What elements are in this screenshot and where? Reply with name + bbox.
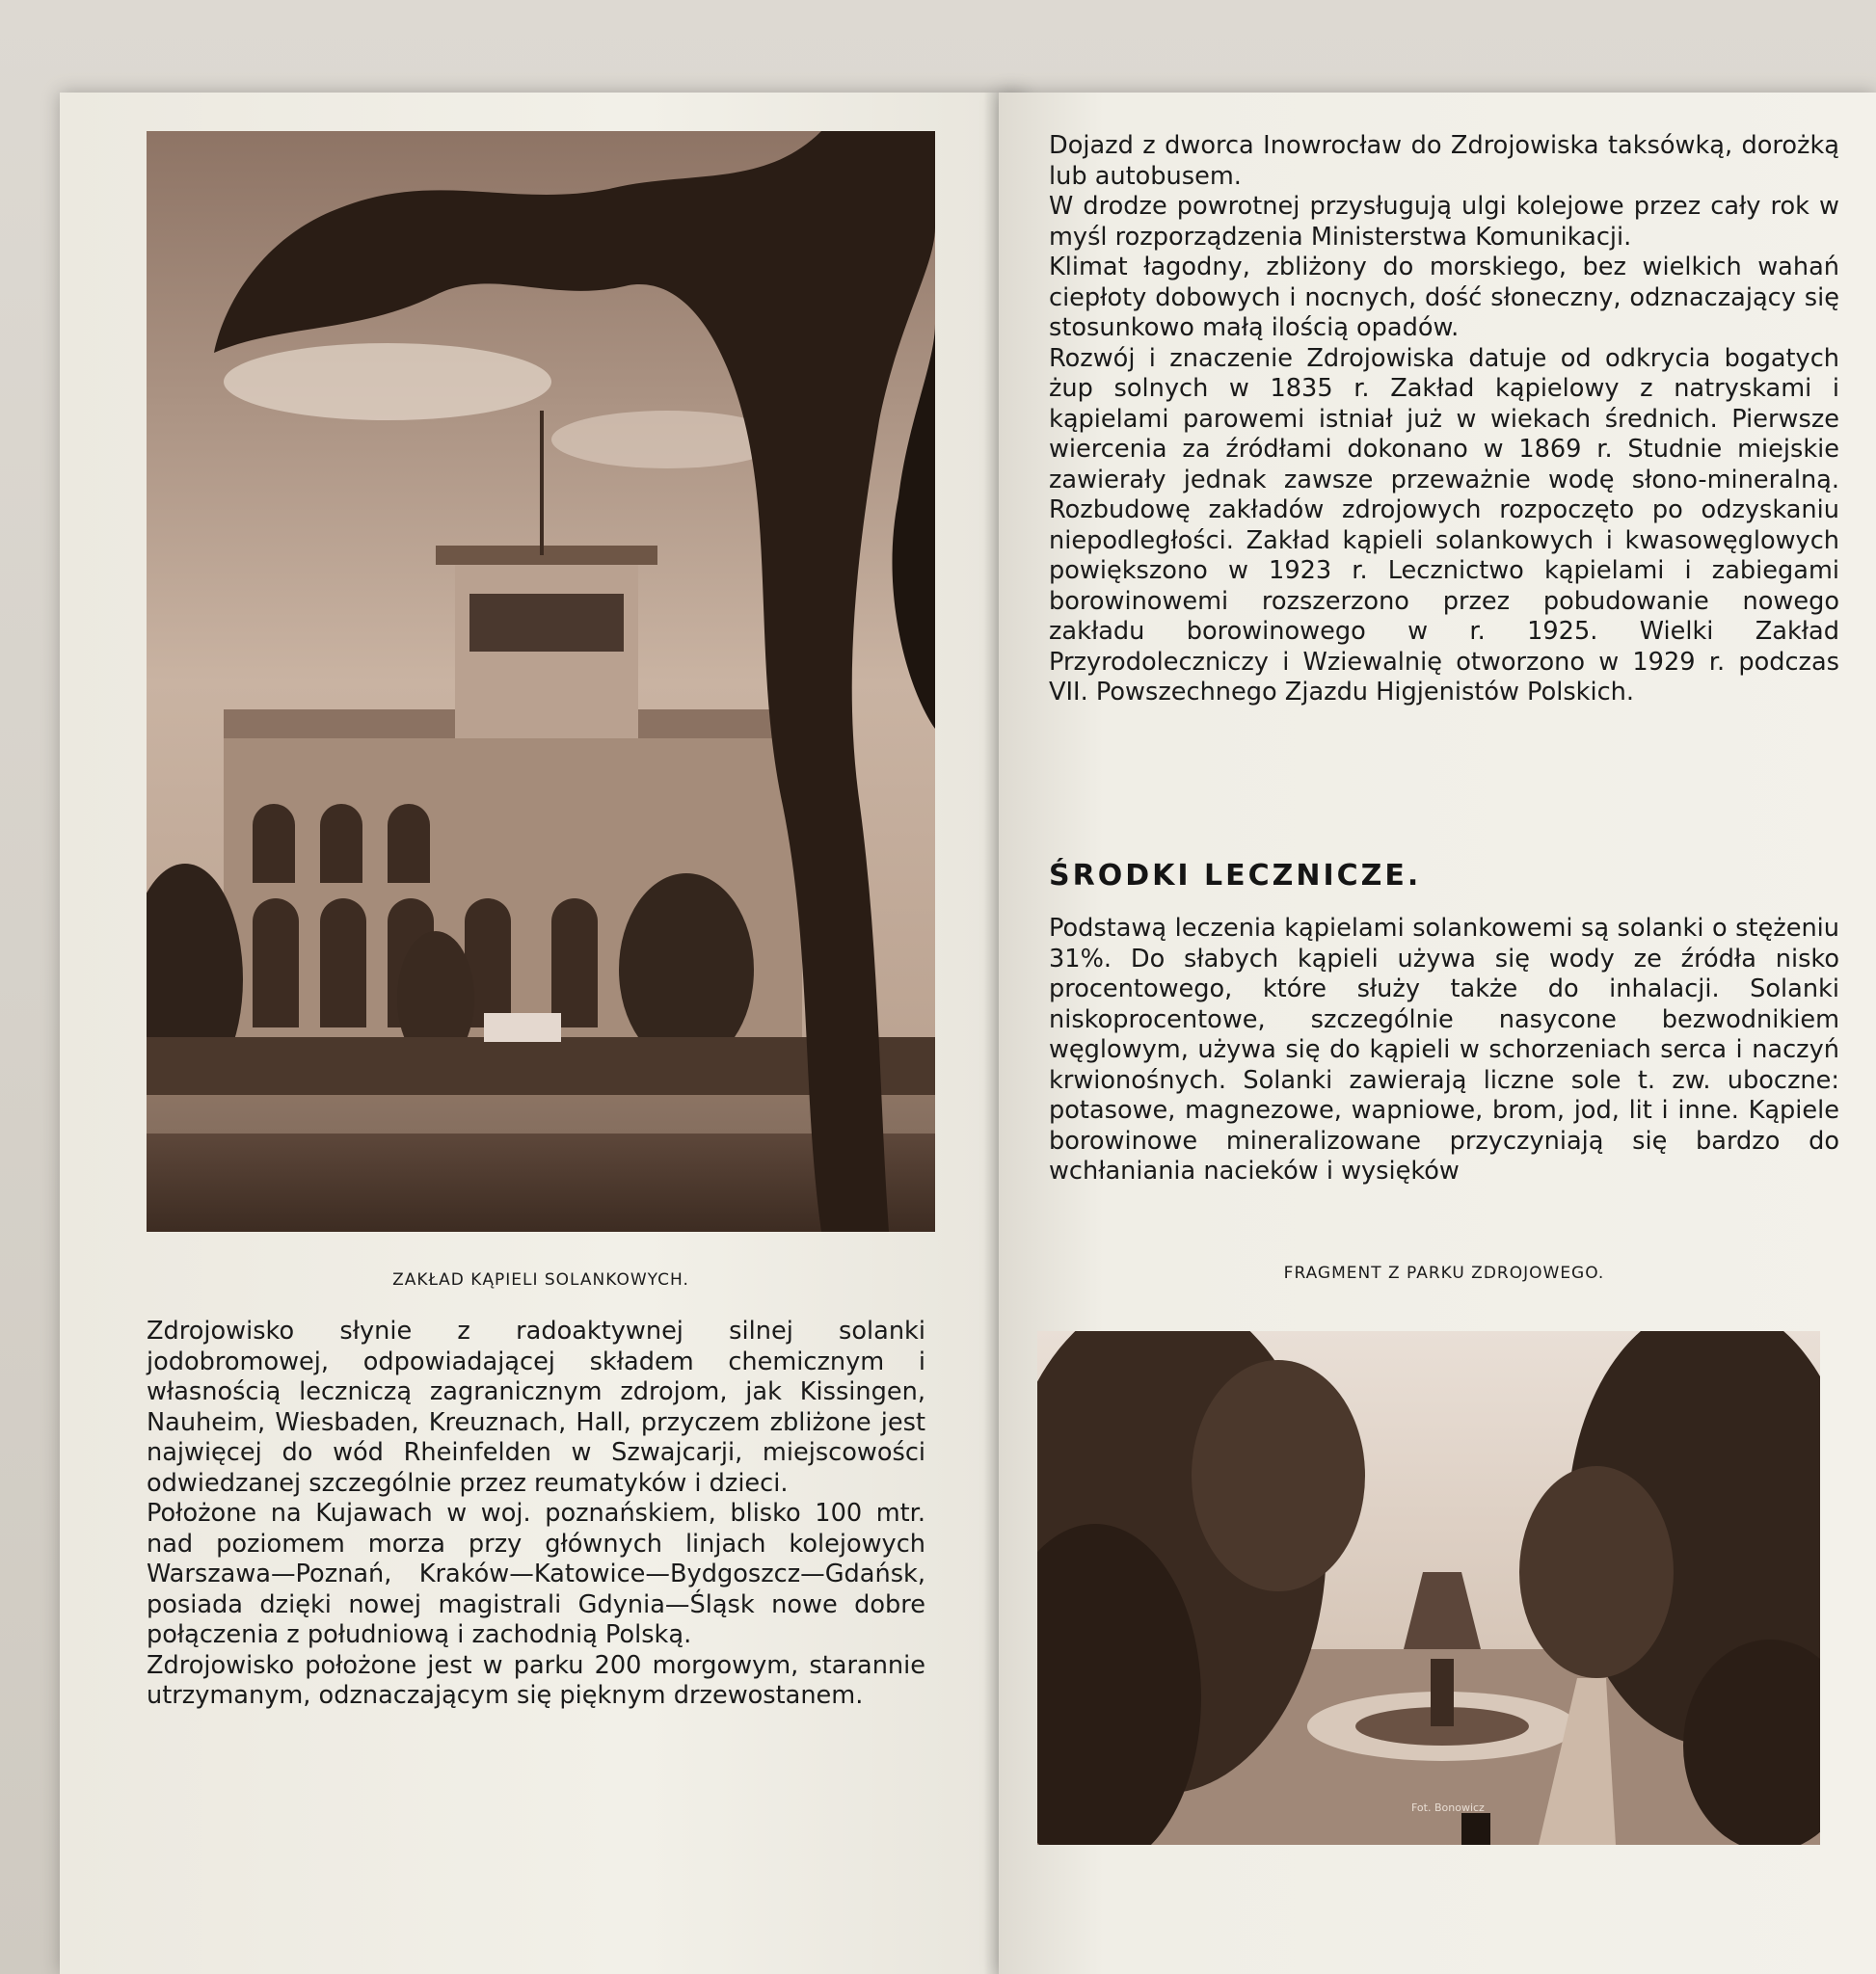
photo-caption-bath-house: ZAKŁAD KĄPIELI SOLANKOWYCH. — [392, 1270, 689, 1290]
remedies-text-block — [1049, 914, 1839, 1187]
right-page — [999, 93, 1876, 1974]
left-page — [60, 93, 1024, 1974]
paragraph-history: Rozwój i znaczenie Zdrojowiska datuje od odkrycia bogatych żup solnych w 1835 r. Zakład kąpielowy z natryskami i kąpielami parowemi istniał już w wiekach średnich. Pierwsze wiercenia za źródłami dokonano w 1869 r. Studnie miejskie zawierały jednak zawsze przeważnie wodę słono-mineralną. Rozbudowę zakładów zdrojowych rozpoczęto po odzyskaniu niepodległości. Zakład kąpieli solankowych i kwasowęglowych powiększono w 1923 r. Lecznictwo kąpielami i zabiegami borowinowemi rozszerzono przez pobudowanie nowego zakładu borowinowego w r. 1925. Wielki Zakład Przyrodoleczniczy i Wziewalnię otworzono w 1929 r. podczas VII. Powszechnego Zjazdu Higjenistów Polskich. — [1049, 343, 1839, 707]
paragraph-rail-discount: W drodze powrotnej przysługują ulgi kolejowe przez cały rok w myśl rozporządzenia Ministerstwa Komunikacji. — [1049, 192, 1839, 252]
paragraph-location: Położone na Kujawach w woj. poznańskiem, blisko 100 mtr. nad poziomem morza przy głównych linjach kolejowych Warszawa—Poznań, Kraków—Katowice—Bydgoszcz—Gdańsk, posiada dzięki nowej magistrali Gdynia—Śląsk nowe dobre połączenia z południową i zachodnią Polską. — [147, 1499, 925, 1649]
paragraph-remedies: Podstawą leczenia kąpielami solankowemi są solanki o stężeniu 31%. Do słabych kąpieli używa się wody ze źródła nisko procentowego, które służy także do inhalacji. Solanki niskoprocentowe, szczególnie nasycone bezwodnikiem węglowym, używa się do kąpieli w schorzeniach serca i naczyń krwionośnych. Solanki zawierają liczne sole t. zw. uboczne: potasowe, magnezowe, wapniowe, brom, jod, lit i inne. Kąpiele borowinowe mineralizowane przyczyniają się bardzo do wchłaniania nacieków i wysięków — [1049, 914, 1839, 1186]
photo-caption-park: FRAGMENT Z PARKU ZDROJOWEGO. — [1283, 1264, 1605, 1283]
photo-watermark: Fot. Bonowicz — [1411, 1801, 1485, 1814]
paragraph-spa-description: Zdrojowisko słynie z radoaktywnej silnej solanki jodobromowej, odpowiadającej składem chemicznym i własnością leczniczą zagranicznym zdrojom, jak Kissingen, Nauheim, Wiesbaden, Kreuznach, Hall, przyczem zbliżone jest najwięcej do wód Rheinfelden w Szwajcarji, miejscowości odwiedzanej szczególnie przez reumatyków i dzieci. — [147, 1317, 925, 1498]
paragraph-climate: Klimat łagodny, zbliżony do morskiego, bez wielkich wahań ciepłoty dobowych i nocnych, dość słoneczny, odznaczający się stosunkowo małą ilością opadów. — [1049, 253, 1839, 342]
section-heading-remedies: ŚRODKI LECZNICZE. — [1049, 859, 1422, 893]
bath-house-photo — [147, 131, 935, 1232]
bath-house-illustration — [147, 131, 935, 1232]
park-illustration — [1037, 1331, 1820, 1845]
paragraph-access: Dojazd z dworca Inowrocław do Zdrojowiska taksówką, dorożką lub autobusem. — [1049, 131, 1839, 191]
park-photo — [1037, 1331, 1820, 1845]
paragraph-park: Zdrojowisko położone jest w parku 200 morgowym, starannie utrzymanym, odznaczającym się pięknym drzewostanem. — [147, 1650, 925, 1710]
right-text-block — [1049, 131, 1839, 708]
left-text-block — [147, 1317, 925, 1712]
